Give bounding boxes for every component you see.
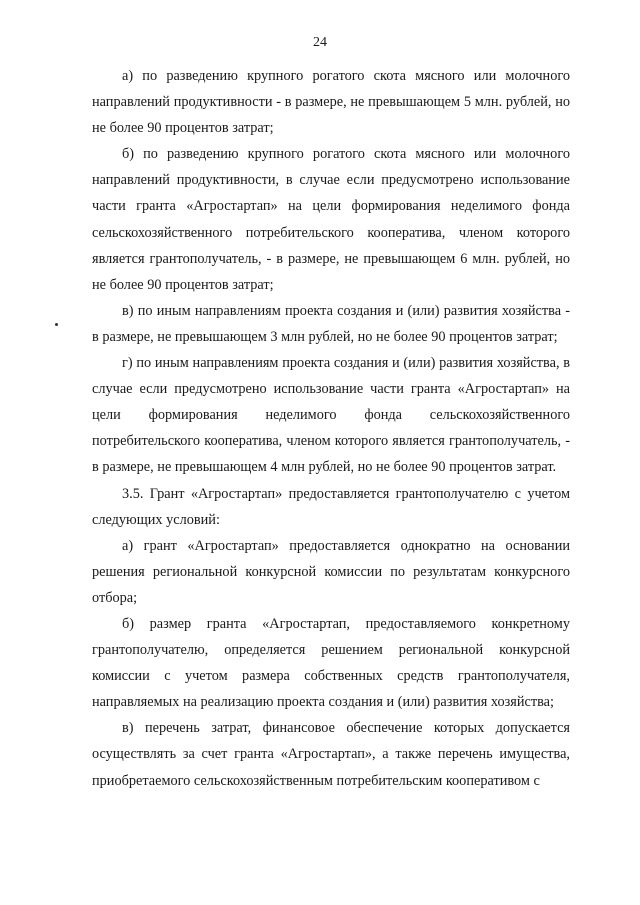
document-body (92, 63, 570, 794)
paragraph-g-other-cooperative: г) по иным направлениям проекта создания и (или) развития хозяйства, в случае если предусмотрено использование части гранта «Агростартап» на цели формирования неделимого фонда сельскохозяйственного потребительского кооператива, членом которого является грантополучатель, - в размере, не превышающем 4 млн рублей, но не более 90 процентов затрат. (92, 355, 570, 476)
paragraph-b-cattle-cooperative: б) по разведению крупного рогатого скота мясного или молочного направлений продуктивности, в случае если предусмотрено использование части гранта «Агростартап» на цели формирования неделимого фонда сельскохозяйственного потребительского кооператива, членом которого является грантополучатель, - в размере, не превышающем 6 млн. рублей, но не более 90 процентов затрат; (92, 146, 570, 293)
page-number: 24 (313, 35, 327, 50)
paragraph-a-one-time-grant: а) грант «Агростартап» предоставляется однократно на основании решения региональной конкурсной комиссии по результатам конкурсного отбора; (92, 537, 570, 606)
paragraph-3-5-heading: 3.5. Грант «Агростартап» предоставляется грантополучателю с учетом следующих условий: (92, 485, 570, 528)
paragraph-v-expense-list: в) перечень затрат, финансовое обеспечение которых допускается осуществлять за счет гранта «Агростартап», а также перечень имущества, приобретаемого сельскохозяйственным потребительским кооперативом с (92, 720, 570, 789)
paragraph-a-cattle: а) по разведению крупного рогатого скота мясного или молочного направлений продуктивности - в размере, не превышающем 5 млн. рублей, но не более 90 процентов затрат; (92, 68, 570, 137)
paragraph-v-other-directions: в) по иным направлениям проекта создания и (или) развития хозяйства - в размере, не превышающем 3 млн рублей, но не более 90 процентов затрат; (92, 302, 570, 345)
scan-mark (55, 323, 58, 326)
paragraph-b-grant-size: б) размер гранта «Агростартап, предоставляемого конкретному грантополучателю, определяется решением региональной конкурсной комиссии с учетом размера собственных средств грантополучателя, направляемых на реализацию проекта создания и (или) развития хозяйства; (92, 615, 570, 711)
